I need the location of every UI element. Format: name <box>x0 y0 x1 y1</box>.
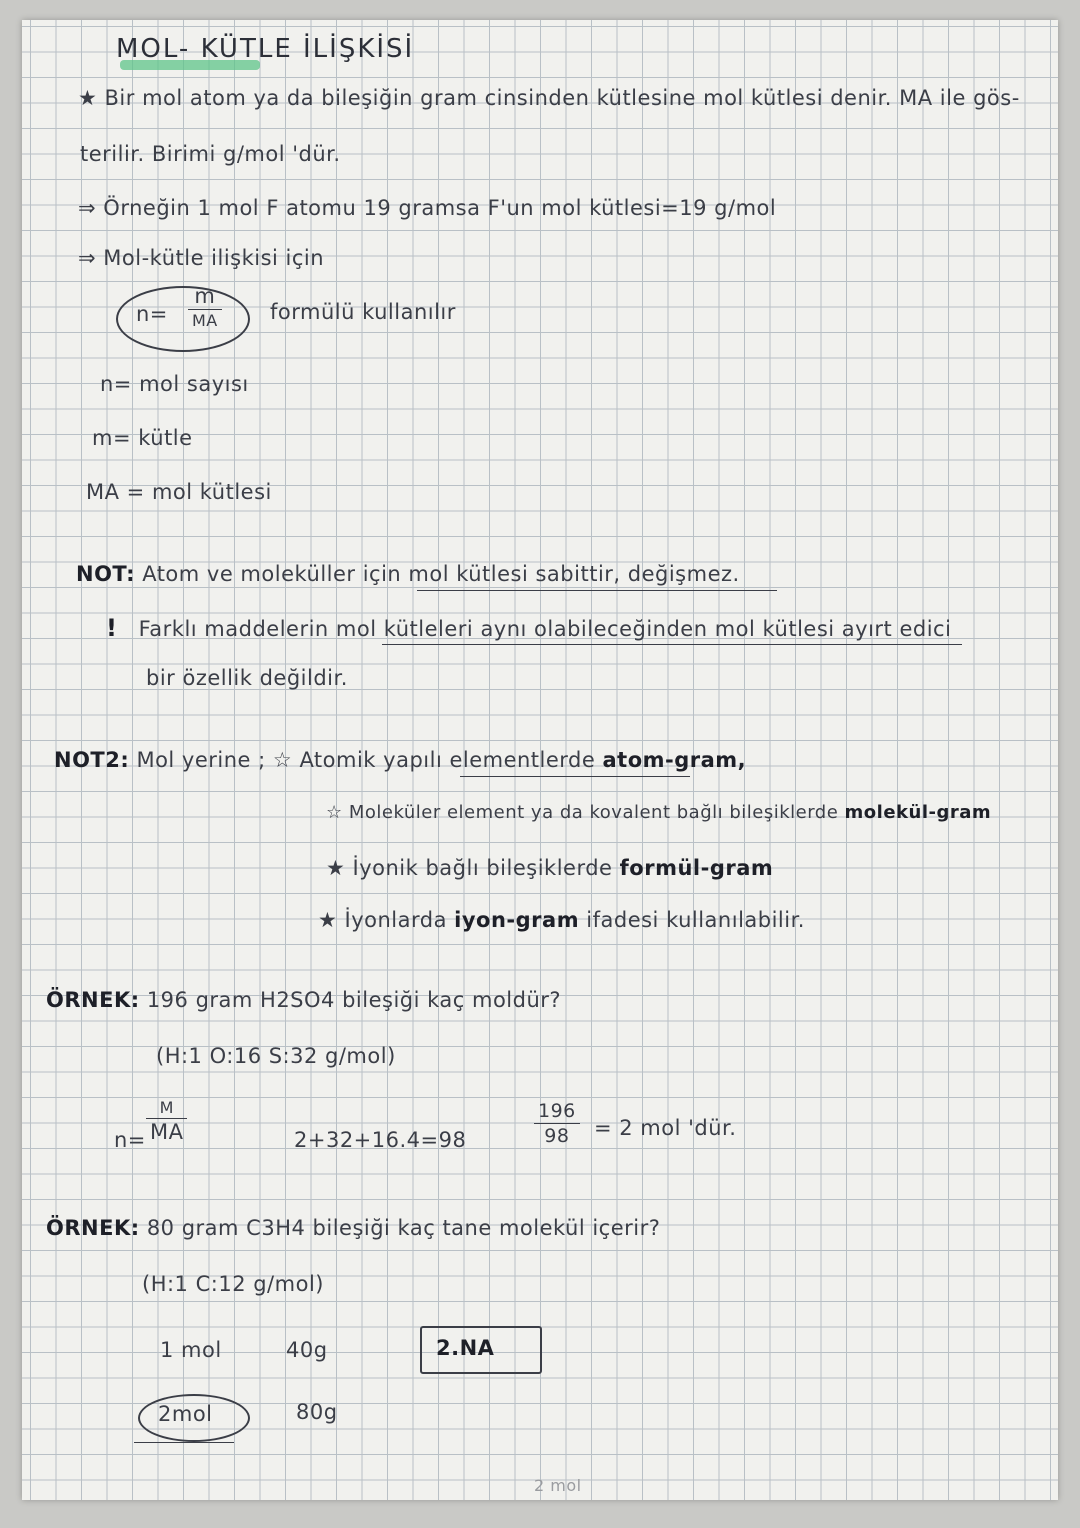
legend-ma <box>86 480 272 504</box>
star-icon: ☆ <box>272 748 293 772</box>
formula-denominator: MA <box>192 311 218 330</box>
note2-item-1: Atomik yapılı elementlerde <box>299 748 596 772</box>
note2-label: NOT2: <box>54 748 130 772</box>
star-icon: ★ <box>326 856 346 880</box>
note1-line-2-text: Farklı maddelerin mol kütleleri aynı olabileceğinden mol kütlesi ayırt edici <box>138 617 952 641</box>
example-intro <box>78 196 776 220</box>
legend-text: mol kütlesi <box>151 480 272 504</box>
example1-formula-fraction <box>146 1098 187 1144</box>
note2-term-2: molekül-gram <box>844 802 992 823</box>
example2-question-line <box>46 1216 660 1240</box>
example2-question: 80 gram C3H4 bileşiği kaç tane molekül içerir? <box>146 1216 661 1240</box>
example2-row2-mass: 80g <box>296 1400 338 1424</box>
legend-symbol: MA = <box>86 480 145 504</box>
note2-line-2 <box>326 802 991 823</box>
note1-underline <box>417 590 777 591</box>
definition-line-2: terilir. Birimi g/mol 'dür. <box>80 142 341 166</box>
example-intro-text: Örneğin 1 mol F atomu 19 gramsa F'un mol kütlesi=19 g/mol <box>103 196 777 220</box>
note2-line-4 <box>318 908 805 932</box>
row2-underline <box>134 1442 234 1443</box>
arrow-icon: ⇒ <box>78 246 97 270</box>
legend-text: mol sayısı <box>139 372 249 396</box>
note2-underline-1 <box>460 776 690 777</box>
example2-row1-mol: 1 mol <box>160 1338 222 1362</box>
example1-calc: 2+32+16.4=98 <box>294 1128 467 1152</box>
example2-row2-mol: 2mol <box>158 1402 213 1426</box>
example1-formula-lhs: n= <box>114 1128 146 1152</box>
legend-symbol: n= <box>100 372 132 396</box>
warning-icon: ! <box>106 614 118 642</box>
formula-caption: formülü kullanılır <box>270 300 456 324</box>
note2-line-3 <box>326 856 773 880</box>
star-icon: ☆ <box>326 802 343 823</box>
note2-item-2: Moleküler element ya da kovalent bağlı bileşiklerde <box>348 802 839 823</box>
fraction-bar <box>188 309 222 310</box>
relation-intro-text: Mol-kütle ilişkisi için <box>103 246 325 270</box>
example1-label: ÖRNEK: <box>46 988 140 1012</box>
example1-given: (H:1 O:16 S:32 g/mol) <box>156 1044 396 1068</box>
note1-underline-2 <box>382 644 962 645</box>
note2-tail: ifadesi kullanılabilir. <box>586 908 805 932</box>
example1-frac-num: 196 <box>538 1100 576 1122</box>
example1-formula-den: MA <box>150 1120 184 1144</box>
legend-n <box>100 372 249 396</box>
example1-result-fraction <box>534 1100 580 1147</box>
formula-numerator: m <box>194 284 216 308</box>
note2-item-4: İyonlarda <box>344 908 447 932</box>
formula-lhs: n= <box>136 302 168 326</box>
note2-intro: Mol yerine ; <box>136 748 266 772</box>
note2-term-4: iyon-gram <box>454 908 580 932</box>
note1-label: NOT: <box>76 562 136 586</box>
note1-line-1 <box>76 562 740 586</box>
example2-given: (H:1 C:12 g/mol) <box>142 1272 324 1296</box>
notebook-page <box>22 20 1058 1500</box>
note1-line-2 <box>106 614 951 642</box>
example2-label: ÖRNEK: <box>46 1216 140 1240</box>
example2-answer: 2.NA <box>436 1336 495 1360</box>
formula-fraction <box>188 284 222 330</box>
star-icon: ★ <box>318 908 338 932</box>
note1-line-3: bir özellik değildir. <box>146 666 348 690</box>
definition-line-1 <box>78 86 1020 110</box>
fraction-bar <box>534 1123 580 1124</box>
example1-question-line <box>46 988 561 1012</box>
relation-intro <box>78 246 324 270</box>
example1-frac-den: 98 <box>544 1125 570 1147</box>
note2-line-1 <box>54 748 746 772</box>
legend-text: kütle <box>138 426 193 450</box>
fraction-bar <box>146 1118 187 1119</box>
example1-formula-num: M <box>159 1098 174 1117</box>
note2-term-3: formül-gram <box>619 856 774 880</box>
faint-note: 2 mol <box>534 1476 582 1495</box>
note1-text: Atom ve moleküller için mol kütlesi sabittir, değişmez. <box>142 562 740 586</box>
definition-text-1: Bir mol atom ya da bileşiğin gram cinsinden kütlesine mol kütlesi denir. MA ile gös- <box>104 86 1020 110</box>
star-icon: ★ <box>78 86 98 110</box>
arrow-icon: ⇒ <box>78 196 97 220</box>
example1-question: 196 gram H2SO4 bileşiği kaç moldür? <box>146 988 562 1012</box>
page-title: MOL- KÜTLE İLİŞKİSİ <box>116 34 415 64</box>
note2-item-3: İyonik bağlı bileşiklerde <box>352 856 613 880</box>
legend-symbol: m= <box>92 426 132 450</box>
example2-row1-mass: 40g <box>286 1338 328 1362</box>
legend-m <box>92 426 193 450</box>
example1-result: = 2 mol 'dür. <box>594 1116 737 1140</box>
note2-term-1: atom-gram, <box>602 748 747 772</box>
